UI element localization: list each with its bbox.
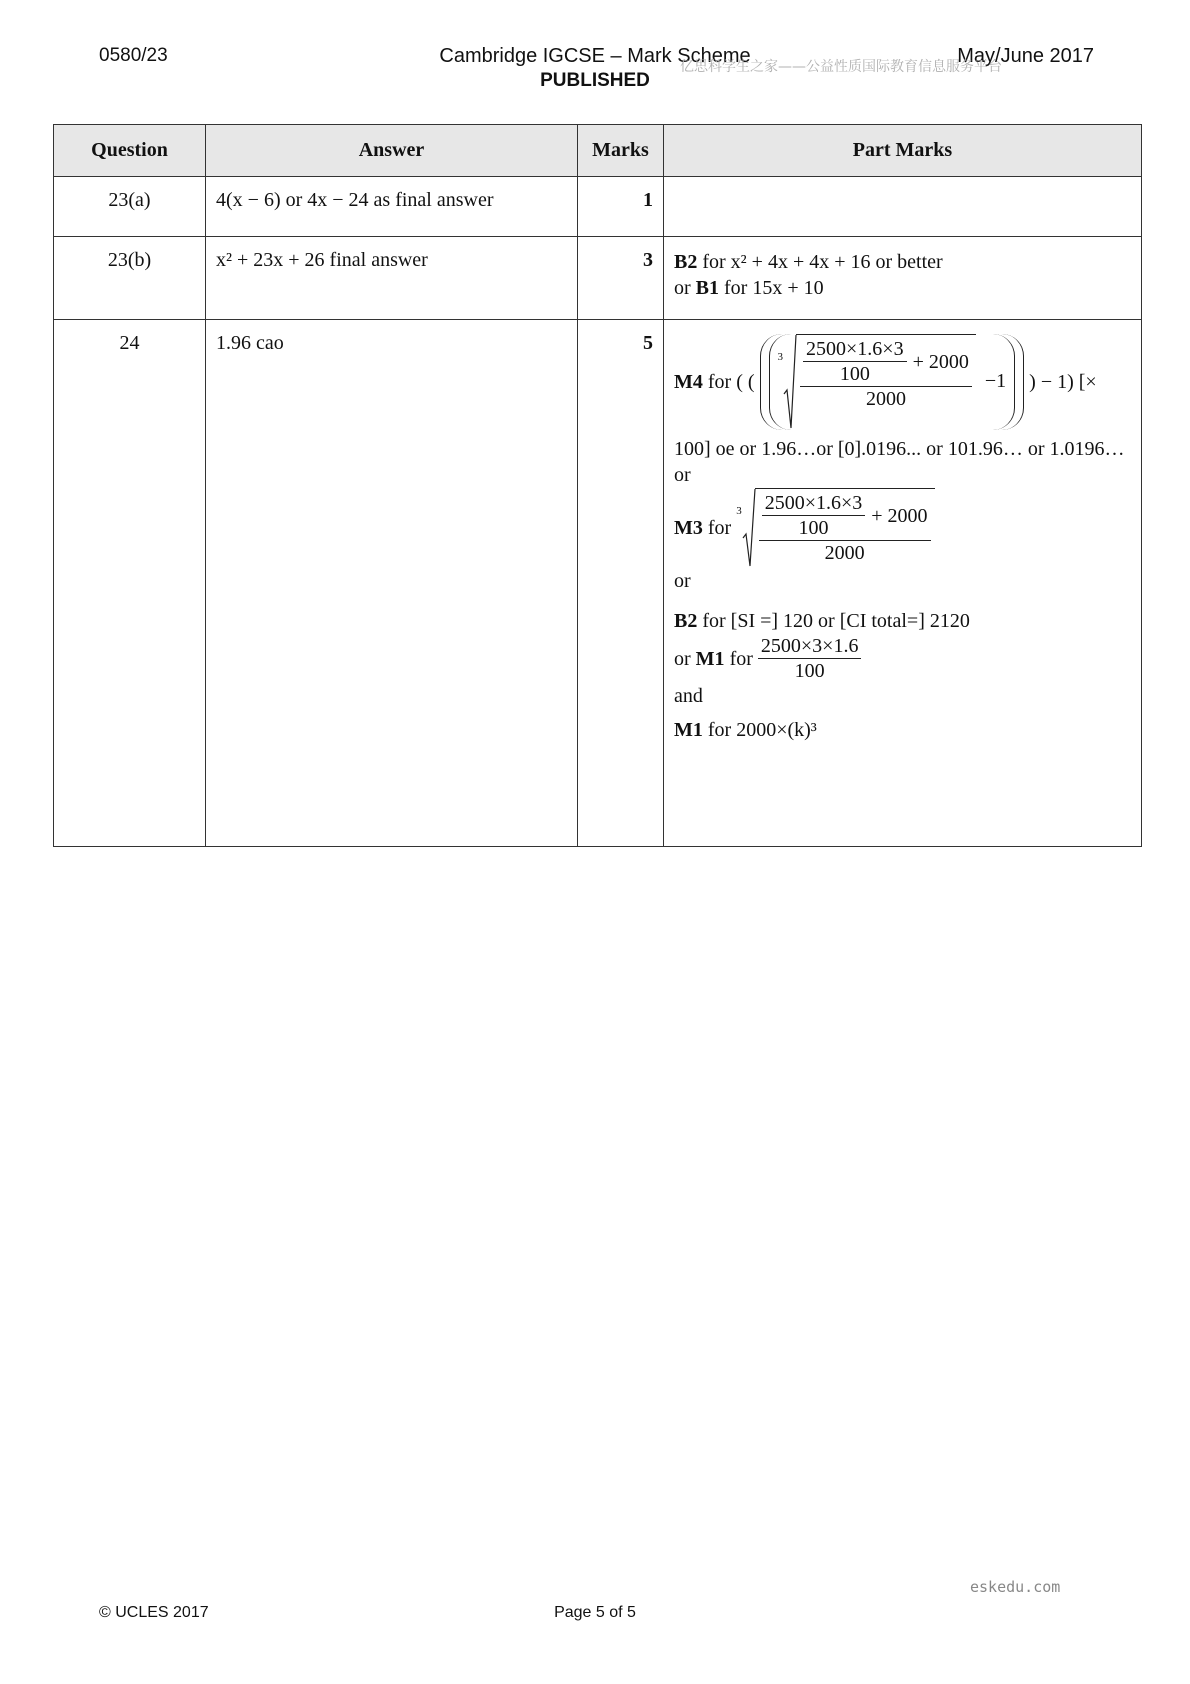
cube-root xyxy=(778,334,976,430)
watermark-text: 亿思科学生之家——公益性质国际教育信息服务平台 xyxy=(680,59,1002,75)
or-label: or xyxy=(674,647,691,670)
mark-code: M4 xyxy=(674,371,703,393)
root-index: 3 xyxy=(777,351,784,363)
table-row xyxy=(54,320,1142,847)
header-question: Question xyxy=(54,125,206,177)
inner-fraction xyxy=(762,491,866,540)
table-row xyxy=(54,177,1142,237)
question-number: 23(b) xyxy=(54,237,206,320)
published-label: PUBLISHED xyxy=(540,70,650,91)
marks-value: 1 xyxy=(578,177,664,237)
or-label: or xyxy=(674,464,691,486)
mark-code: M1 xyxy=(674,719,703,741)
document-title: Cambridge IGCSE – Mark Scheme xyxy=(439,45,751,67)
and-label: and xyxy=(674,685,703,707)
marks-value: 3 xyxy=(578,237,664,320)
part-marks xyxy=(664,237,1142,320)
header-part-marks: Part Marks xyxy=(664,125,1142,177)
mark-text: for 2000×(k)³ xyxy=(707,719,817,741)
or-label: or xyxy=(674,277,691,299)
mark-code: B1 xyxy=(695,277,720,299)
part-marks xyxy=(664,177,1142,237)
answer-text: x² + 23x + 26 final answer xyxy=(206,237,578,320)
mark-text: 100] oe or 1.96…or [0].0196... or 101.96… or 1.0196… xyxy=(674,438,1125,460)
cube-root xyxy=(736,488,934,568)
outer-denominator: 2000 xyxy=(824,542,865,564)
table-header-row xyxy=(54,125,1142,177)
inner-bracket xyxy=(769,334,1016,430)
root-index: 3 xyxy=(736,505,742,517)
mark-text: for 15x + 10 xyxy=(724,277,824,299)
document-code: 0580/23 xyxy=(99,45,168,66)
outer-fraction xyxy=(796,334,976,430)
table-row xyxy=(54,237,1142,320)
site-watermark: eskedu.com xyxy=(970,1578,1061,1596)
answer-text: 4(x − 6) or 4x − 24 as final answer xyxy=(206,177,578,237)
minus-one: −1 xyxy=(984,369,1007,392)
marks-value: 5 xyxy=(578,320,664,847)
mark-text: for ( ( xyxy=(707,371,755,393)
mark-text: for xyxy=(707,517,732,539)
mark-code: B2 xyxy=(674,251,698,273)
question-number: 24 xyxy=(54,320,206,847)
outer-denominator: 2000 xyxy=(865,388,906,410)
plus-term: + 2000 xyxy=(912,350,969,373)
exam-session: May/June 2017 xyxy=(957,45,1094,67)
mark-code: M1 xyxy=(695,647,725,670)
outer-fraction xyxy=(755,488,935,568)
radical-sign-icon xyxy=(742,488,756,568)
inner-denominator: 100 xyxy=(839,363,870,385)
mark-code: B2 xyxy=(674,610,698,632)
or-label: or xyxy=(674,570,691,592)
page-number: Page 5 of 5 xyxy=(554,1604,636,1621)
inner-numerator: 2500×1.6×3 xyxy=(762,491,866,516)
mark-text: for x² + 4x + 4x + 16 or better xyxy=(702,251,943,273)
mark-text: for [SI =] 120 or [CI total=] 2120 xyxy=(702,610,970,632)
mark-scheme-table xyxy=(53,124,1142,847)
inner-fraction xyxy=(803,337,907,386)
question-number: 23(a) xyxy=(54,177,206,237)
answer-text: 1.96 cao xyxy=(206,320,578,847)
outer-bracket xyxy=(760,334,1025,430)
radical-sign-icon xyxy=(783,334,797,430)
si-fraction xyxy=(758,634,862,683)
inner-numerator: 2500×1.6×3 xyxy=(803,337,907,362)
inner-denominator: 100 xyxy=(798,517,829,539)
si-denominator: 100 xyxy=(794,660,825,682)
plus-term: + 2000 xyxy=(871,504,928,527)
header-marks: Marks xyxy=(578,125,664,177)
mark-text: for xyxy=(729,647,753,670)
copyright: © UCLES 2017 xyxy=(99,1604,209,1621)
part-marks xyxy=(664,320,1142,847)
mark-code: M3 xyxy=(674,517,703,539)
si-numerator: 2500×3×1.6 xyxy=(758,634,862,659)
header-answer: Answer xyxy=(206,125,578,177)
mark-text: ) − 1) [× xyxy=(1029,371,1097,393)
